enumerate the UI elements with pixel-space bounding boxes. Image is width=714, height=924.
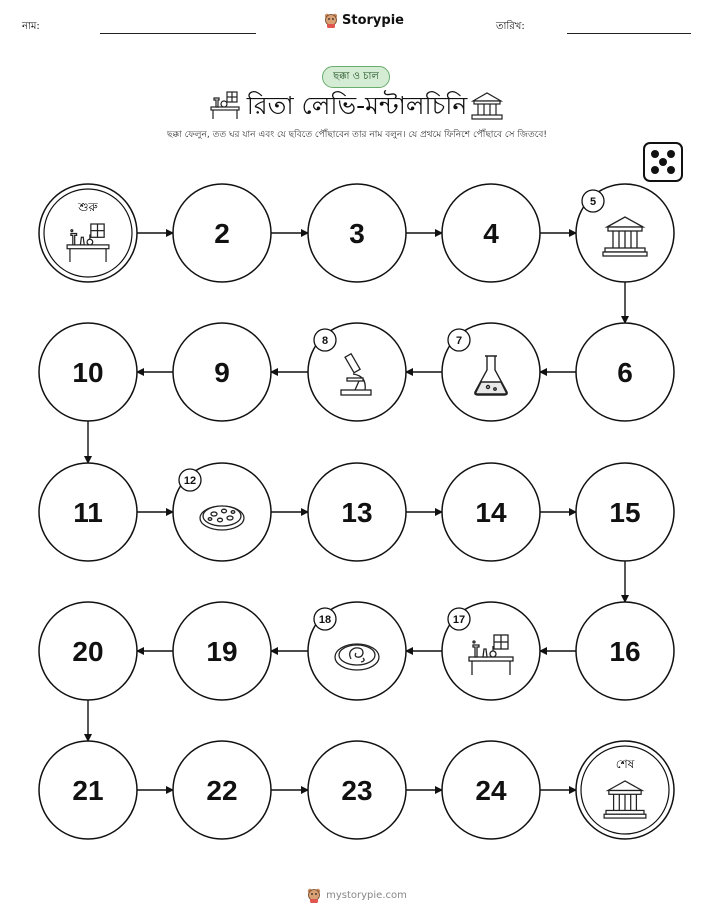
footer: [0, 887, 714, 903]
board-cell-13: [308, 463, 406, 561]
board-cell-14: [442, 463, 540, 561]
board-cell-11: [39, 463, 137, 561]
cell-number: 14: [475, 497, 507, 528]
board-cell-15: [576, 463, 674, 561]
board-cell-5: [576, 184, 674, 282]
cell-number: 24: [475, 775, 507, 806]
cell-number: 9: [214, 357, 230, 388]
embryo-dish-icon: [335, 644, 379, 670]
petri-dish-icon: [200, 506, 244, 530]
brand-name: Storypie: [342, 12, 404, 28]
board-cell-6: [576, 323, 674, 421]
board-cell-21: [39, 741, 137, 839]
cell-number: 4: [483, 218, 499, 249]
board-cell-3: [308, 184, 406, 282]
cell-number: 13: [341, 497, 373, 528]
board-cell-20: [39, 602, 137, 700]
cell-badge-number: 12: [183, 475, 197, 487]
board-cell-22: [173, 741, 271, 839]
board-cell-19: [173, 602, 271, 700]
cell-number: 23: [341, 775, 373, 806]
game-type-tag: ছক্কা ও চাল: [322, 66, 390, 88]
board-cell-10: [39, 323, 137, 421]
start-label: শুরু: [78, 200, 98, 214]
instructions: ছক্কা ফেলুন, তত ঘর যান এবং যে ছবিতে পৌঁছাবেন তার নাম বলুন। যে প্রথমে ফিনিশে পৌঁছাবে সে জিতবে!: [167, 130, 547, 140]
cell-number: 3: [349, 218, 365, 249]
date-label: তারিখ:: [496, 21, 525, 32]
end-label: শেষ: [615, 757, 635, 771]
storypie-mascot-icon: [307, 887, 321, 903]
board-cell-17: [442, 602, 540, 700]
cell-badge-number: 5: [589, 196, 597, 208]
board-cell-16: [576, 602, 674, 700]
cell-number: 2: [214, 218, 230, 249]
board-cell-4: [442, 184, 540, 282]
page-title: রিতা লেভি-মন্টালচিনি: [246, 91, 468, 120]
name-label: নাম:: [22, 21, 40, 32]
cell-number: 22: [206, 775, 238, 806]
cell-badge-number: 7: [455, 335, 463, 347]
cell-number: 20: [72, 636, 104, 667]
cell-circle: [39, 184, 137, 282]
cell-number: 16: [609, 636, 641, 667]
board-cell-7: [442, 323, 540, 421]
cell-number: 19: [206, 636, 238, 667]
start-cell: [39, 184, 137, 282]
cell-badge-number: 18: [318, 614, 332, 626]
board-cell-24: [442, 741, 540, 839]
end-cell: [576, 741, 674, 839]
cell-number: 15: [609, 497, 641, 528]
cell-number: 21: [72, 775, 104, 806]
board-cell-2: [173, 184, 271, 282]
cell-number: 11: [73, 497, 103, 528]
board-cell-9: [173, 323, 271, 421]
cell-badge-number: 17: [452, 614, 466, 626]
cell-number: 6: [617, 357, 633, 388]
board-cell-8: [308, 323, 406, 421]
cell-badge-number: 8: [321, 335, 329, 347]
board-cell-18: [308, 602, 406, 700]
board-cell-23: [308, 741, 406, 839]
footer-site: mystorypie.com: [326, 889, 407, 901]
cell-number: 10: [72, 357, 104, 388]
board-cell-12: [173, 463, 271, 561]
